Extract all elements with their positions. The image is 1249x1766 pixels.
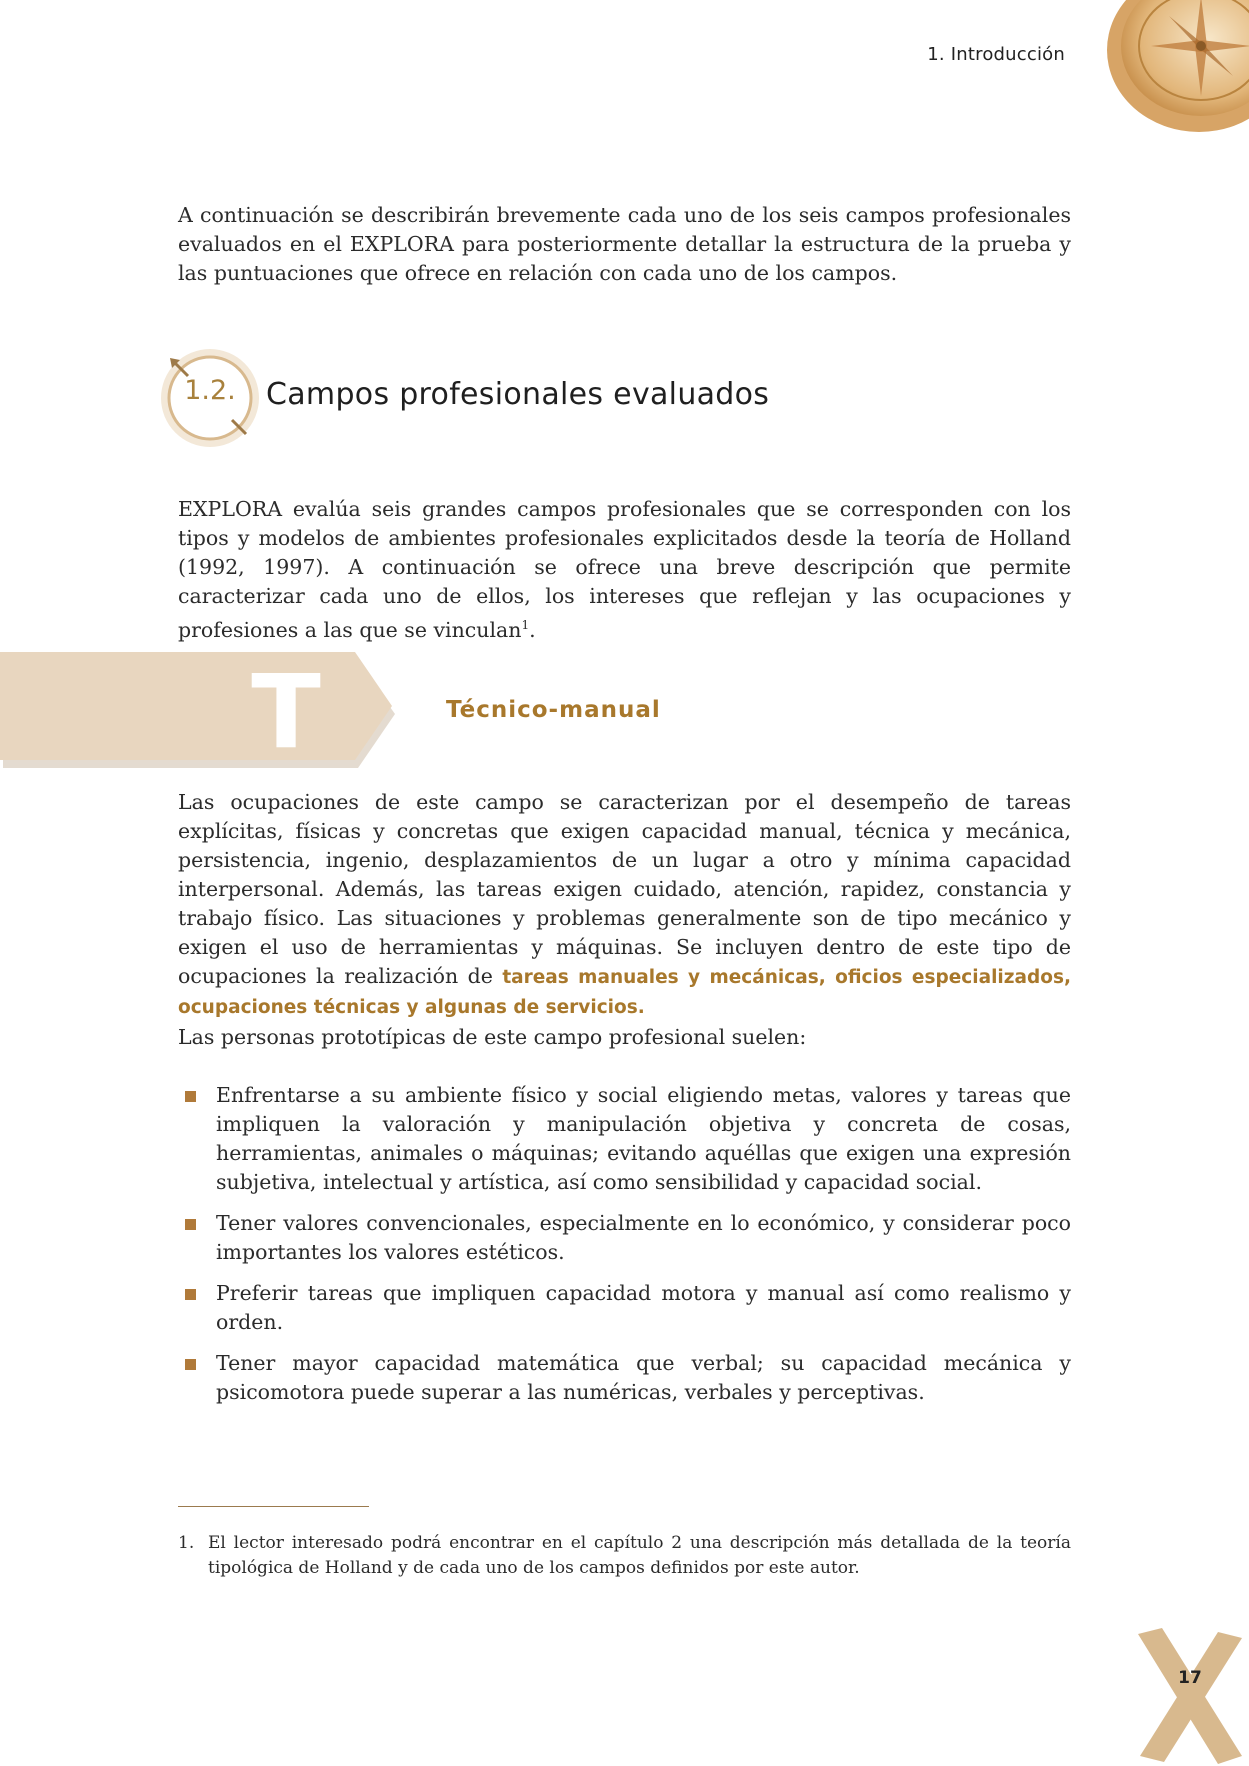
list-item-text: Tener valores convencionales, especialmente en lo económico, y considerar poco importantes los valores estéticos. — [216, 1211, 1071, 1264]
field-description-text: Las ocupaciones de este campo se caracterizan por el desempeño de tareas explícitas, físicas y concretas que exigen capacidad manual, técnica y mecánica, persistencia, ingenio, desplazamientos de un lugar a otro y mínima capacidad interpersonal. Además, las tareas exigen cuidado, atención, rapidez, constancia y trabajo físico. Las situaciones y problemas generalmente son de tipo mecánico y exigen el uso de herramientas y máquinas. Se incluyen dentro de este tipo de ocupaciones la realización de — [178, 790, 1071, 988]
footnote-reference: 1 — [521, 618, 530, 632]
compass-icon — [1079, 0, 1249, 135]
field-description — [178, 788, 1071, 1022]
field-title: Técnico-manual — [446, 697, 661, 723]
x-decoration-icon — [1130, 1628, 1249, 1766]
bullet-square-icon — [185, 1289, 196, 1300]
footnote-number: 1. — [178, 1533, 195, 1553]
chapter-header: 1. Introducción — [927, 44, 1065, 65]
bullet-square-icon — [185, 1091, 196, 1102]
list-item-text: Tener mayor capacidad matemática que verbal; su capacidad mecánica y psicomotora puede superar a las numéricas, verbales y perceptivas. — [216, 1351, 1071, 1404]
page-number: 17 — [1178, 1668, 1202, 1688]
trait-list — [178, 1081, 1071, 1419]
bullet-square-icon — [185, 1219, 196, 1230]
footnote-text: El lector interesado podrá encontrar en el capítulo 2 una descripción más detallada de la teoría tipológica de Holland y de cada uno de los campos definidos por este autor. — [208, 1533, 1071, 1578]
section-number: 1.2. — [184, 375, 236, 406]
list-item — [178, 1349, 1071, 1407]
list-item — [178, 1209, 1071, 1267]
list-item — [178, 1081, 1071, 1197]
field-band — [0, 652, 400, 770]
list-item — [178, 1279, 1071, 1337]
footnote-divider — [178, 1506, 369, 1507]
section-title: Campos profesionales evaluados — [266, 377, 770, 412]
intro-paragraph: A continuación se describirán brevemente cada uno de los seis campos profesionales evaluados en el EXPLORA para posteriormente detallar la estructura de la prueba y las puntuaciones que ofrece en relación con cada uno de los campos. — [178, 203, 1071, 285]
overview-end: . — [529, 617, 536, 642]
list-item-text: Preferir tareas que impliquen capacidad motora y manual así como realismo y orden. — [216, 1281, 1071, 1334]
field-letter: T — [251, 653, 321, 772]
footnote — [178, 1531, 1071, 1581]
prototype-intro: Las personas prototípicas de este campo profesional suelen: — [178, 1025, 807, 1049]
overview-text: EXPLORA evalúa seis grandes campos profesionales que se corresponden con los tipos y modelos de ambientes profesionales explicitados desde la teoría de Holland (1992, 1997). A continuación se ofrece una breve descripción que permite caracterizar cada uno de ellos, los intereses que reflejan y las ocupaciones y profesiones a las que se vinculan — [178, 497, 1071, 642]
field-highlight: tareas manuales y mecánicas, oficios especializados, ocupaciones técnicas y algunas de servicios. — [178, 967, 1071, 1018]
list-item-text: Enfrentarse a su ambiente físico y social eligiendo metas, valores y tareas que impliquen la valoración y manipulación objetiva y concreta de cosas, herramientas, animales o máquinas; evitando aquéllas que exigen una expresión subjetiva, intelectual y artística, así como sensibilidad y capacidad social. — [216, 1083, 1071, 1194]
bullet-square-icon — [185, 1359, 196, 1370]
overview-paragraph — [178, 495, 1071, 645]
